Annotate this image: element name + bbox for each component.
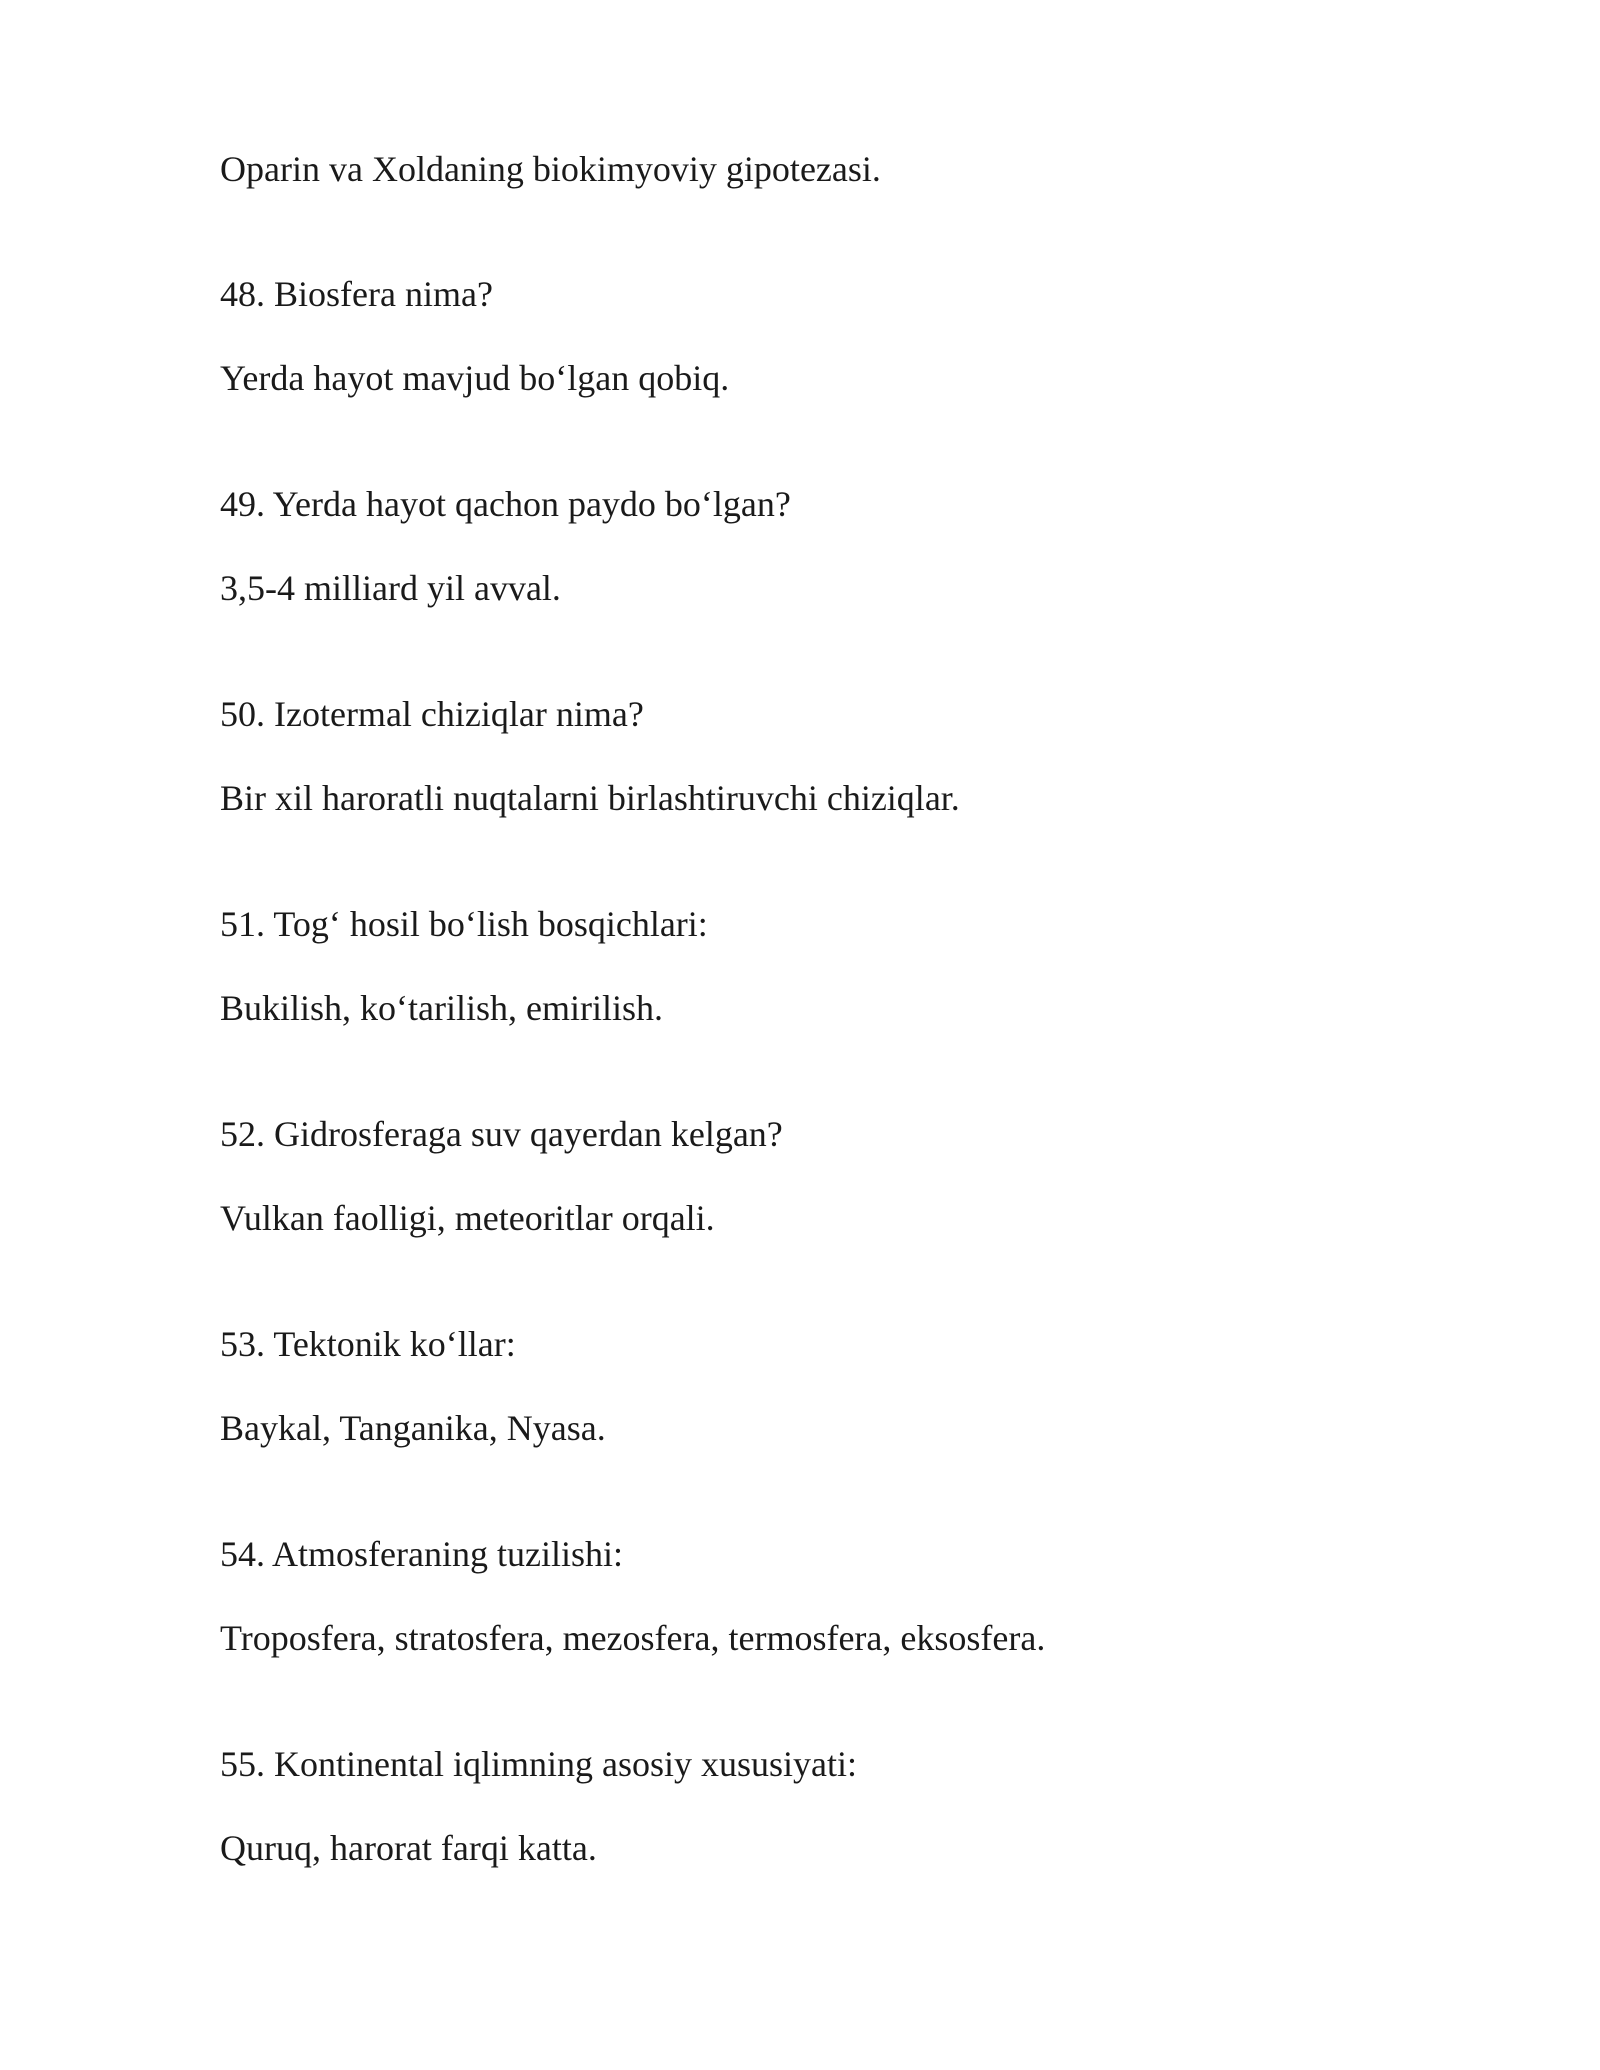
- question-55: 55. Kontinental iqlimning asosiy xususiyati:: [220, 1744, 857, 1784]
- answer-55: Quruq, harorat farqi katta.: [220, 1828, 597, 1868]
- qa-item-48: [220, 270, 1420, 480]
- qa-item-54: [220, 1530, 1420, 1740]
- answer-54: Troposfera, stratosfera, mezosfera, termosfera, eksosfera.: [220, 1618, 1046, 1658]
- qa-item-50: [220, 690, 1420, 900]
- question-52: 52. Gidrosferaga suv qayerdan kelgan?: [220, 1114, 783, 1154]
- answer-50: Bir xil haroratli nuqtalarni birlashtiruvchi chiziqlar.: [220, 778, 960, 818]
- qa-item-51: [220, 900, 1420, 1110]
- question-53: 53. Tektonik ko‘llar:: [220, 1324, 516, 1364]
- answer-53: Baykal, Tanganika, Nyasa.: [220, 1408, 606, 1448]
- intro-answer-line: Oparin va Xoldaning biokimyoviy gipotezasi.: [220, 149, 881, 189]
- answer-48: Yerda hayot mavjud bo‘lgan qobiq.: [220, 358, 730, 398]
- question-48: 48. Biosfera nima?: [220, 274, 493, 314]
- qa-item-53: [220, 1320, 1420, 1530]
- qa-item-49: [220, 480, 1420, 690]
- question-51: 51. Tog‘ hosil bo‘lish bosqichlari:: [220, 904, 708, 944]
- question-54: 54. Atmosferaning tuzilishi:: [220, 1534, 623, 1574]
- question-49: 49. Yerda hayot qachon paydo bo‘lgan?: [220, 484, 791, 524]
- answer-52: Vulkan faolligi, meteoritlar orqali.: [220, 1198, 715, 1238]
- answer-49: 3,5-4 milliard yil avval.: [220, 568, 561, 608]
- question-50: 50. Izotermal chiziqlar nima?: [220, 694, 644, 734]
- qa-item-52: [220, 1110, 1420, 1320]
- answer-51: Bukilish, ko‘tarilish, emirilish.: [220, 988, 663, 1028]
- qa-list: [220, 270, 1420, 1950]
- qa-item-55: [220, 1740, 1420, 1950]
